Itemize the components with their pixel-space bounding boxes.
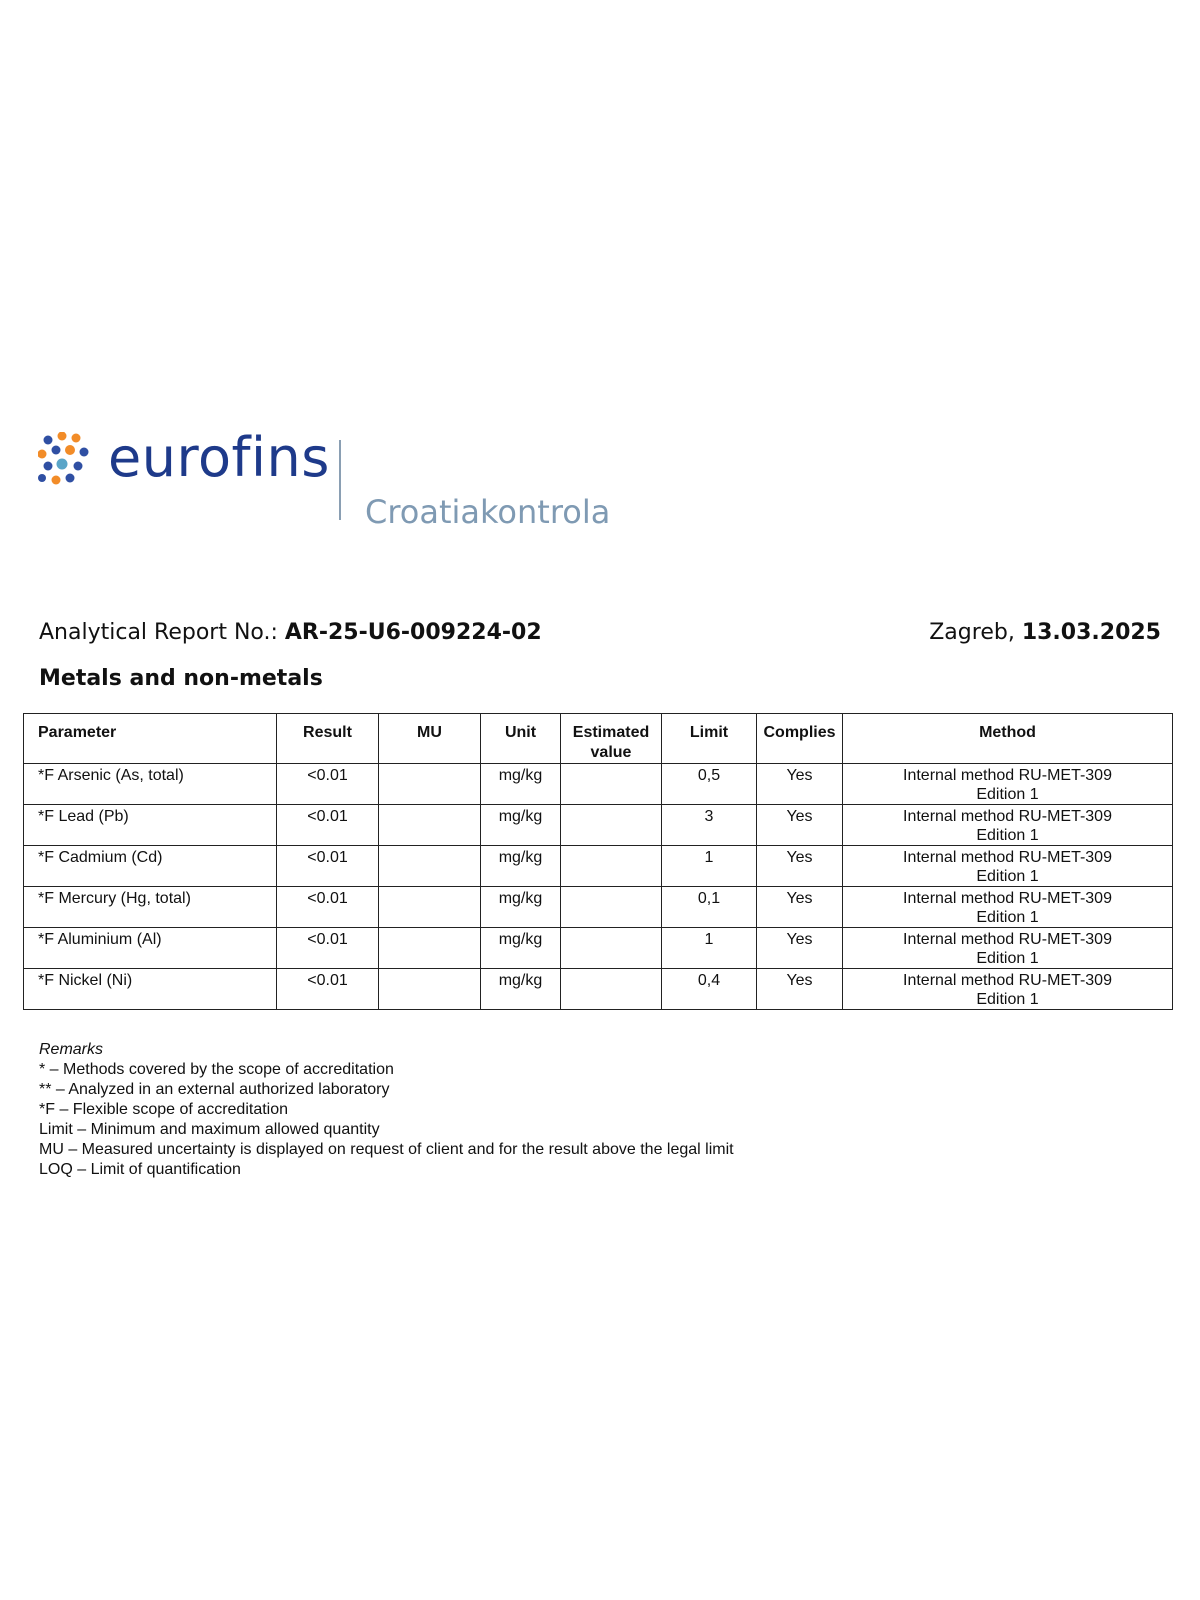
cell-complies: Yes [757,805,843,846]
table-row [24,887,1173,928]
cell-mu [379,805,481,846]
remarks [39,1040,734,1180]
report-city: Zagreb, [929,620,1015,645]
cell-method [843,887,1173,928]
report-number: AR-25-U6-009224-02 [284,620,542,645]
cell-method [843,805,1173,846]
header-parameter: Parameter [24,714,277,764]
section-title: Metals and non-metals [39,666,323,691]
cell-complies: Yes [757,887,843,928]
cell-unit: mg/kg [481,846,561,887]
cell-parameter: *F Mercury (Hg, total) [24,887,277,928]
table-header-row [24,714,1173,764]
cell-result: <0.01 [277,887,379,928]
remarks-title: Remarks [39,1041,104,1058]
header-unit: Unit [481,714,561,764]
cell-limit: 0,1 [662,887,757,928]
cell-limit: 0,5 [662,764,757,805]
cell-estimated-value [561,805,662,846]
cell-unit: mg/kg [481,887,561,928]
method-edition: Edition 1 [976,827,1039,844]
cell-parameter: *F Aluminium (Al) [24,928,277,969]
cell-mu [379,969,481,1010]
cell-limit: 0,4 [662,969,757,1010]
cell-method [843,928,1173,969]
method-edition: Edition 1 [976,991,1039,1008]
logo-brand-text: eurofins [108,426,330,489]
header-method: Method [843,714,1173,764]
cell-unit: mg/kg [481,928,561,969]
remarks-line: LOQ – Limit of quantification [39,1161,241,1178]
cell-mu [379,846,481,887]
report-number-label: Analytical Report No.: [39,620,278,645]
method-name: Internal method RU-MET-309 [903,767,1112,784]
cell-estimated-value [561,928,662,969]
logo-divider [339,440,341,520]
cell-limit: 1 [662,846,757,887]
cell-estimated-value [561,969,662,1010]
header-estimated-value: Estimated value [561,714,662,764]
table-row [24,928,1173,969]
eurofins-croatiakontrola-logo [38,428,618,538]
cell-unit: mg/kg [481,764,561,805]
logo-subsidiary-text: Croatiakontrola [365,493,611,531]
method-name: Internal method RU-MET-309 [903,808,1112,825]
table-row [24,805,1173,846]
cell-estimated-value [561,887,662,928]
results-table [23,713,1173,1010]
cell-result: <0.01 [277,846,379,887]
report-date: 13.03.2025 [1021,620,1161,645]
cell-complies: Yes [757,846,843,887]
cell-unit: mg/kg [481,805,561,846]
method-name: Internal method RU-MET-309 [903,890,1112,907]
cell-result: <0.01 [277,969,379,1010]
table-row [24,969,1173,1010]
cell-unit: mg/kg [481,969,561,1010]
remarks-line: MU – Measured uncertainty is displayed on request of client and for the result above the legal limit [39,1141,734,1158]
method-name: Internal method RU-MET-309 [903,931,1112,948]
cell-method [843,969,1173,1010]
header-complies: Complies [757,714,843,764]
method-edition: Edition 1 [976,909,1039,926]
eurofins-dots-icon [38,432,94,488]
remarks-line: Limit – Minimum and maximum allowed quantity [39,1121,380,1138]
table-row [24,846,1173,887]
cell-parameter: *F Lead (Pb) [24,805,277,846]
report-number-line [39,620,542,645]
cell-complies: Yes [757,928,843,969]
table-row [24,764,1173,805]
cell-estimated-value [561,764,662,805]
cell-complies: Yes [757,764,843,805]
cell-mu [379,928,481,969]
cell-limit: 3 [662,805,757,846]
remarks-line: ** – Analyzed in an external authorized laboratory [39,1081,390,1098]
cell-parameter: *F Nickel (Ni) [24,969,277,1010]
cell-mu [379,764,481,805]
cell-method [843,764,1173,805]
cell-complies: Yes [757,969,843,1010]
cell-limit: 1 [662,928,757,969]
cell-mu [379,887,481,928]
cell-parameter: *F Cadmium (Cd) [24,846,277,887]
method-edition: Edition 1 [976,868,1039,885]
remarks-line: * – Methods covered by the scope of accreditation [39,1061,394,1078]
method-name: Internal method RU-MET-309 [903,972,1112,989]
method-edition: Edition 1 [976,950,1039,967]
cell-result: <0.01 [277,764,379,805]
header-result: Result [277,714,379,764]
report-date-line [929,620,1161,645]
cell-result: <0.01 [277,805,379,846]
cell-result: <0.01 [277,928,379,969]
method-name: Internal method RU-MET-309 [903,849,1112,866]
cell-method [843,846,1173,887]
cell-estimated-value [561,846,662,887]
header-limit: Limit [662,714,757,764]
remarks-line: *F – Flexible scope of accreditation [39,1101,289,1118]
method-edition: Edition 1 [976,786,1039,803]
cell-parameter: *F Arsenic (As, total) [24,764,277,805]
header-mu: MU [379,714,481,764]
